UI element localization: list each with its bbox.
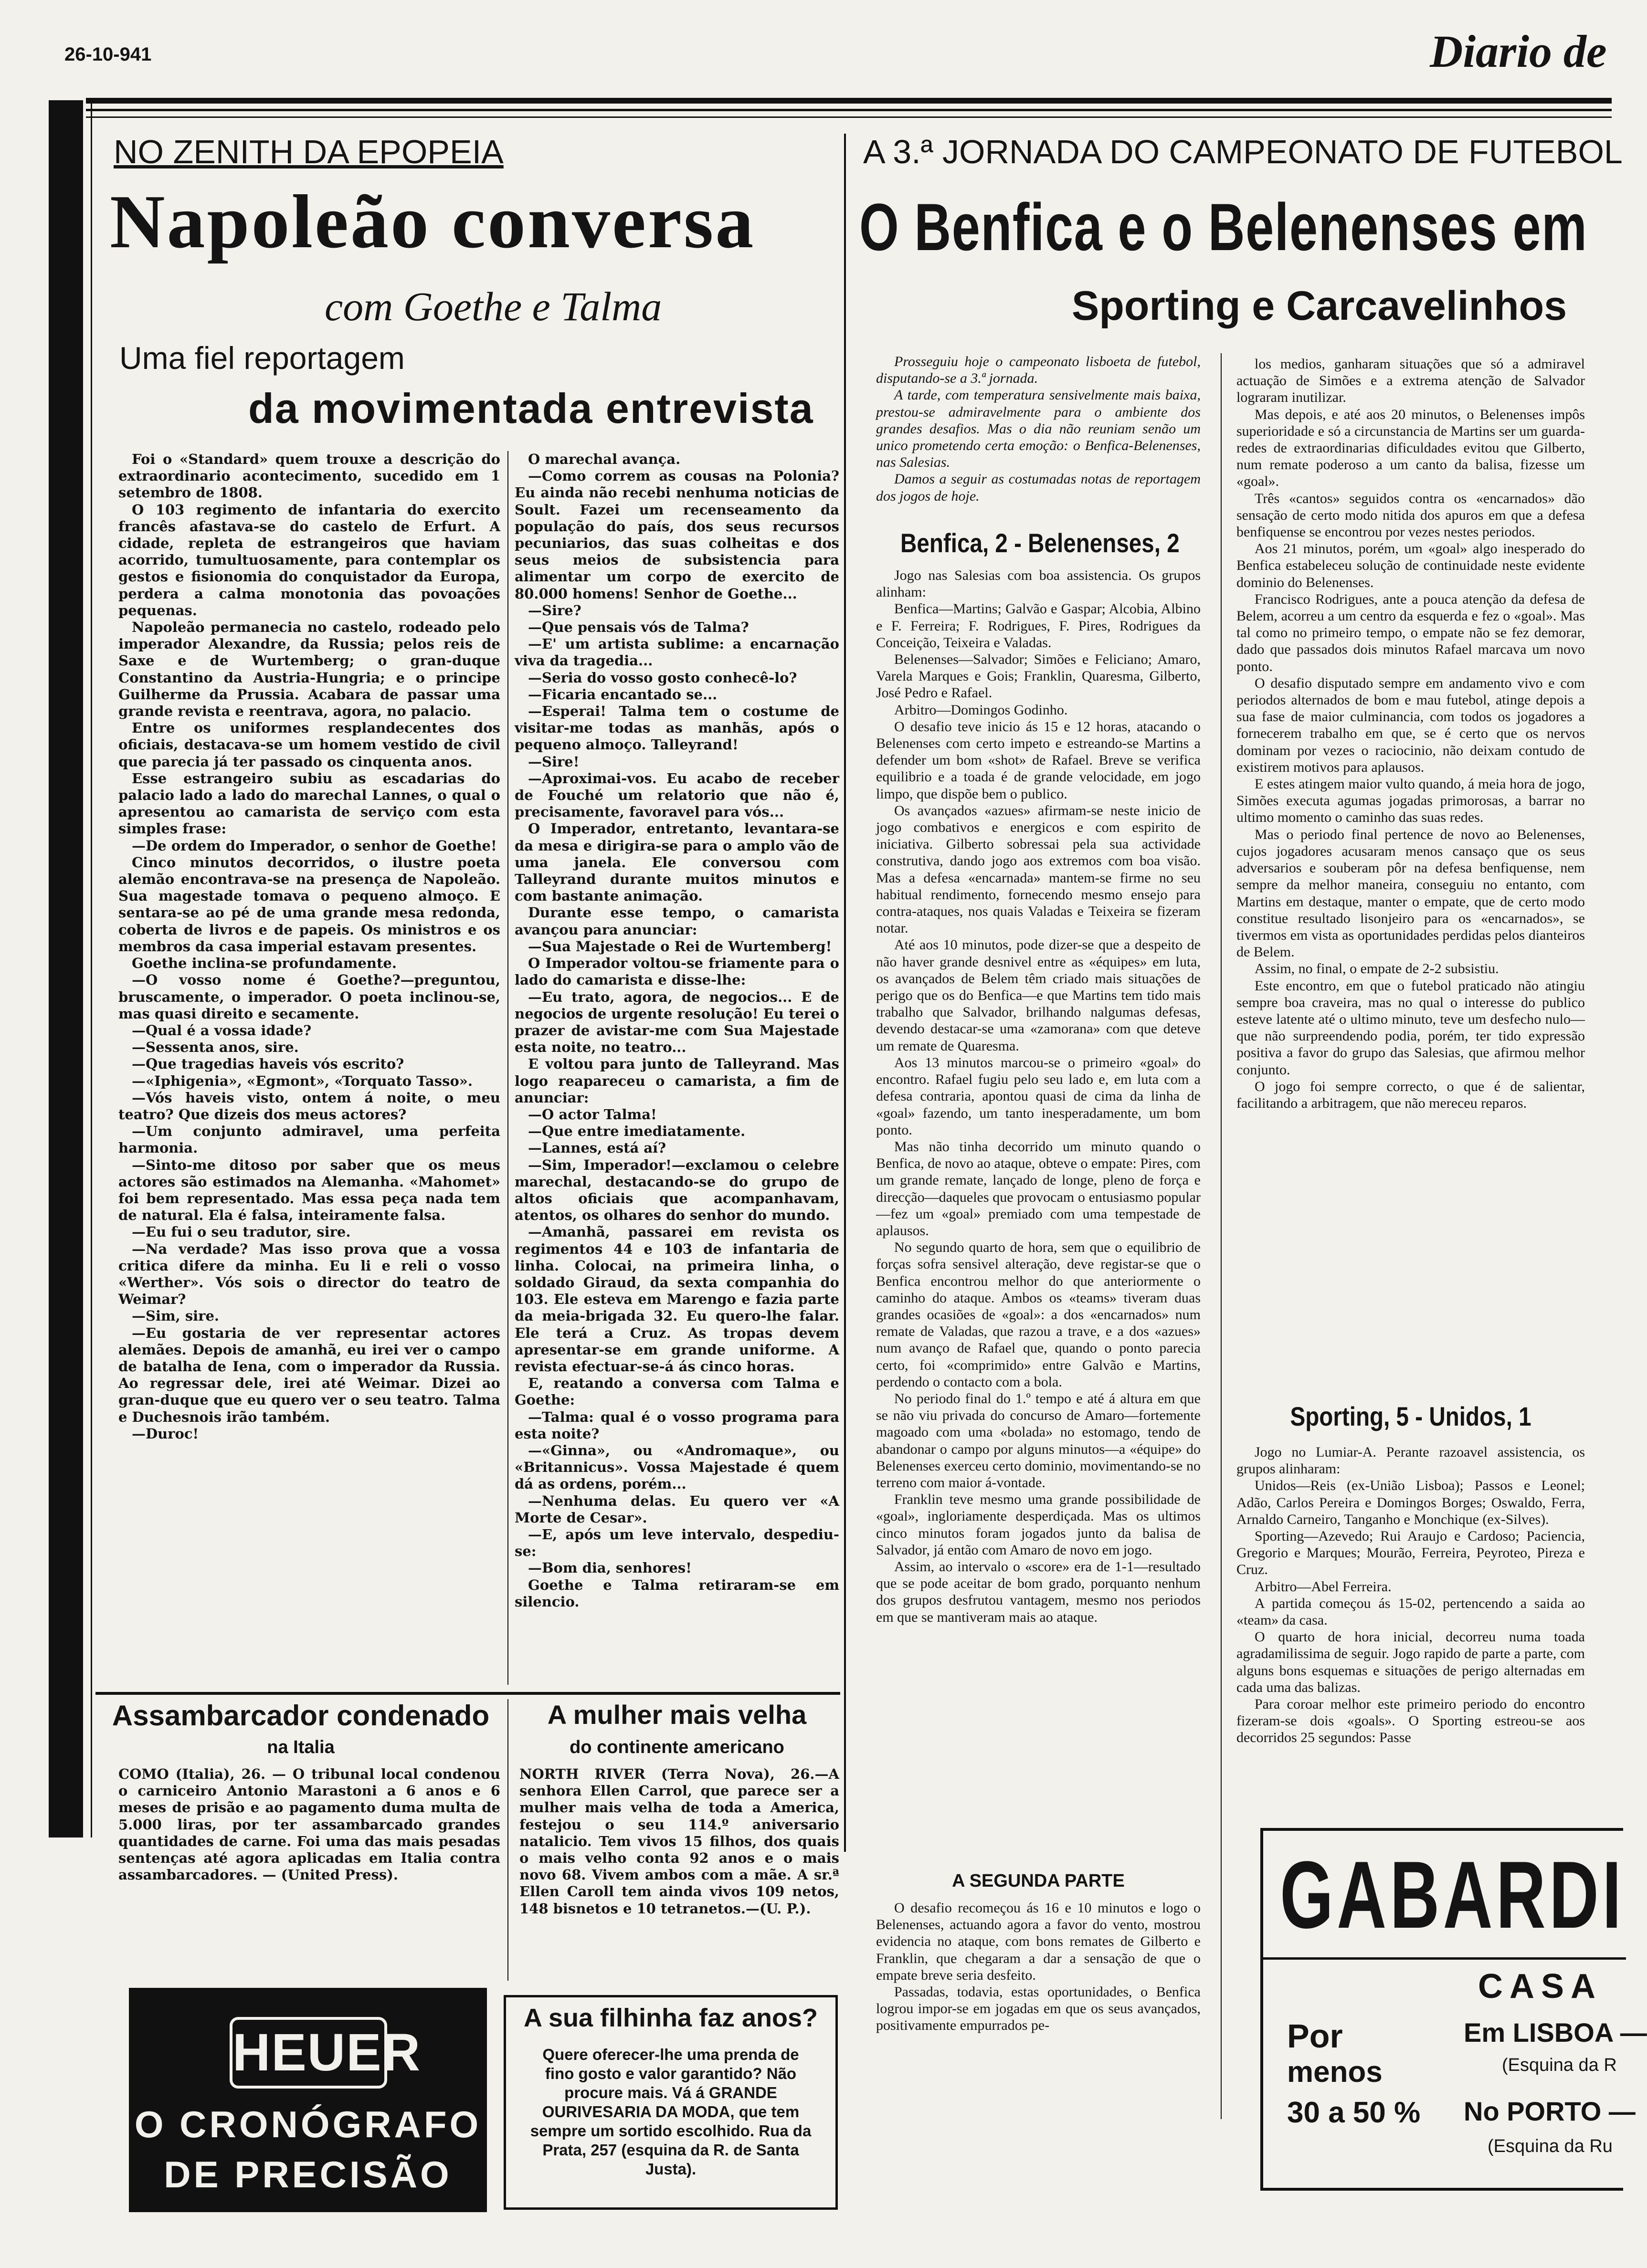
intro-paragraph: Prosseguiu hoje o campeonato lisboeta de futebol, disputando-se a 3.ª jornada. — [876, 354, 1201, 387]
paragraph: —O actor Talma! — [528, 1106, 657, 1123]
paragraph: —Sinto-me ditoso por saber que os meus actores são estimados na Alemanha. «Mahomet» foi bem representado. Mas essa peça nada tem de natural. Ela é falsa, inteiramente falsa. — [118, 1156, 500, 1224]
paragraph: Aos 13 minutos marcou-se o primeiro «goal» do encontro. Rafael fugiu pelo seu lado e, em luta com a defesa contraria, apontou quasi de cima da linha de «goal» fazendo, um tanto inesperadamente, um bom ponto. — [876, 1054, 1201, 1138]
napoleon-kicker: NO ZENITH DA EPOPEIA — [114, 133, 504, 170]
paragraph: Os avançados «azues» afirmam-se neste inicio de jogo combativos e energicos e com espirito de iniciativa. Gilberto sobressai pela sua actividade construtiva, dando jogo aos extremos com boa visão. Mas a defesa «encarnada» mantem-se firme no seu habitual rendimento, fornecendo mesmo ensejo para contra-ataques, nos quais Valadas e Teixeira se fizeram notar. — [876, 802, 1201, 936]
paragraph: O desafio teve inicio ás 15 e 12 horas, atacando o Belenenses com certo impeto e estreando-se Martins a defender um bom «shot» de Rafael. Breve se verifica equilibrio e a toada é de grande velocidade, em jogo limpo, que dispõe bem o publico. — [876, 718, 1201, 802]
heuer-line-1: O CRONÓGRAFO — [134, 2103, 482, 2145]
intro-paragraph: Damos a seguir as costumadas notas de reportagem dos jogos de hoje. — [876, 471, 1201, 504]
paragraph: Napoleão permanecia no castelo, rodeado pelo imperador Alexandre, da Russia; pelos reis de Saxe e de Wurtemberg; o gran-duque Constantino da Austria-Hungria; e o principe Guilherme da Prussia. Acabara de passar uma grande revista e reentrava, agora, no palacio. — [118, 619, 500, 720]
futebol-headline: O Benfica e o Belenenses em — [859, 189, 1588, 264]
paragraph: E, reatando a conversa com Talma e Goethe: — [515, 1375, 839, 1408]
paragraph: Belenenses—Salvador; Simões e Feliciano; Amaro, Varela Marques e Gois; Franklin, Quaresma, Gilberto, José Pedro e Rafael. — [876, 651, 1201, 701]
napoleon-column-2 — [515, 451, 839, 1685]
paragraph: —Duroc! — [132, 1425, 199, 1442]
napoleon-headline: Napoleão conversa — [110, 179, 756, 264]
paragraph: —Sim, sire. — [132, 1308, 220, 1324]
paragraph: O quarto de hora inicial, decorreu numa toada agradamilissima de seguir. Jogo rapido de parte a parte, com alguns bons esquemas e situações de perigo alternadas em cada uma das balizas. — [1236, 1629, 1585, 1695]
page-date: 26-10-941 — [64, 44, 152, 65]
futebol-subhead: Sporting e Carcavelinhos — [1072, 283, 1567, 329]
napoleon-subhead: com Goethe e Talma — [325, 284, 662, 329]
paragraph: O jogo foi sempre correcto, o que é de salientar, facilitando a arbitragem, que não mereceu reparos. — [1236, 1078, 1585, 1111]
top-rule-thin — [86, 109, 1612, 111]
mulher-text: NORTH RIVER (Terra Nova), 26.—A senhora Ellen Carrol, que parece ser a mulher mais velha de toda a America, festejou o seu 114.º aniversario natalicio. Tem vivos 15 filhos, dos quais o mais velho conta 92 anos e o mais novo 68. Vivem ambos com a mãe. A sr.ª Ellen Caroll tem ainda vivos 109 netos, 148 bisnetos e 10 tetranetos.—(U. P.). — [519, 1766, 839, 1917]
paragraph: Franklin teve mesmo uma grande possibilidade de «goal», ingloriamente desperdiçada. Mas os ultimos cinco minutos foram jogados junto da balisa de Salvador, já então com Amaro de novo em jogo. — [876, 1491, 1201, 1558]
futebol-kicker: A 3.ª JORNADA DO CAMPEONATO DE FUTEBOL — [863, 133, 1623, 170]
paragraph: Entre os uniformes resplandecentes dos oficiais, destacava-se um homem vestido de civil que parecia já ter passado os cinquenta anos. — [118, 720, 500, 770]
filhinha-text: Quere oferecer-lhe uma prenda de fino gosto e valor garantido? Não procure mais. Vá á GRANDE OURIVESARIA DA MODA, que tem sempre um sortido escolhido. Rua da Prata, 257 (esquina da R. de Santa Justa). — [530, 2046, 812, 2178]
paragraph: O desafio disputado sempre em andamento vivo e com periodos alternados de bom e mau futebol, atinge depois a sua fase de maior culminancia, com todos os jogadores a fornecerem trabalho em que, se é certo que os nervos dominam por vezes o raciocinio, não deixam contudo de existirem motivos para aplausos. — [1236, 675, 1585, 775]
paragraph: Arbitro—Domingos Godinho. — [894, 702, 1068, 718]
paragraph: O marechal avança. — [528, 451, 681, 467]
paragraph: —Como correm as cousas na Polonia? Eu ainda não recebi nenhuma noticias de Soult. Fazei um recenseamento da população do país, dos seus recursos pecuniarios, das suas colheitas e dos seus meios de subsistencia para alimentar um corpo de exercito de 80.000 homens! Senhor de Goethe... — [515, 468, 839, 602]
paragraph: Mas depois, e até aos 20 minutos, o Belenenses impôs superioridade e só a circunstancia de Martins ser um guarda-redes de extraordinarias dificuldades evitou que Gilberto, num remate poderoso a um canto da balisa, fizesse um «goal». — [1236, 406, 1585, 490]
paragraph: Para coroar melhor este primeiro periodo do encontro fizeram-se dois «goals». O Sporting estreou-se aos decorridos 25 segundos: Passe — [1236, 1696, 1585, 1746]
segunda-parte-text — [876, 1900, 1201, 2100]
mulher-headline: A mulher mais velha — [547, 1700, 807, 1730]
paragraph: Assim, ao intervalo o «score» era de 1-1—resultado que se pode aceitar de bom grado, porquanto nenhum dos grupos desfrutou vantagem, mesmo nos periodos em que se mantiveram mais ao ataque. — [876, 1558, 1201, 1625]
heuer-logo — [230, 2017, 422, 2089]
paragraph: Sporting—Azevedo; Rui Araujo e Cardoso; Paciencia, Gregorio e Marques; Mourão, Ferreira, Peyroteo, Pireza e Cruz. — [1236, 1528, 1585, 1578]
paragraph: Jogo nas Salesias com boa assistencia. Os grupos alinham: — [876, 567, 1201, 600]
paragraph: Aos 21 minutos, porém, um «goal» algo inesperado do Benfica estabeleceu solução de continuidade neste evidente dominio do Belenenses. — [1236, 541, 1585, 590]
match2-text — [1236, 1444, 1585, 1785]
paragraph: —Sessenta anos, sire. — [132, 1039, 299, 1056]
gabardine-por: Por — [1287, 2017, 1343, 2055]
paragraph: —E, após um leve intervalo, despediu-se: — [515, 1526, 839, 1560]
paragraph: Esse estrangeiro subiu as escadarias do palacio lado a lado do marechal Lannes, o qual o apresentou ao camarista de serviço com esta simples frase: — [118, 770, 500, 837]
paragraph: —Aproximai-vos. Eu acabo de receber de Fouché um relatorio que não é, precisamente, favoravel para vós... — [515, 770, 839, 820]
paragraph: Goethe inclina-se profundamente. — [132, 955, 397, 972]
paragraph: Goethe e Talma retiraram-se em silencio. — [515, 1576, 839, 1610]
gabardine-porto-address: (Esquina da Ru — [1488, 2136, 1613, 2156]
segunda-parte-title: A SEGUNDA PARTE — [952, 1871, 1125, 1891]
paragraph: —Um conjunto admiravel, uma perfeita harmonia. — [118, 1123, 500, 1156]
gabardine-lisboa-address: (Esquina da R — [1502, 2055, 1617, 2075]
futebol-intro — [876, 353, 1201, 504]
gabardine-rule — [1263, 1957, 1626, 1960]
paragraph: Francisco Rodrigues, ante a pouca atenção da defesa de Belem, acorreu a um centro da esquerda e fez o «goal». Mas tal como no primeiro tempo, o empate não se fez demorar, dado que passados dois minutos Rafael marcava um novo ponto. — [1236, 591, 1585, 674]
paragraph: —Lannes, está aí? — [528, 1140, 666, 1156]
section-divider — [844, 134, 846, 1852]
paragraph: E voltou para junto de Talleyrand. Mas logo reapareceu o camarista, a fim de anunciar: — [515, 1056, 839, 1106]
paragraph: —Sua Majestade o Rei de Wurtemberg! — [528, 938, 832, 955]
paragraph: —Que entre imediatamente. — [528, 1123, 746, 1140]
gabardine-casa: CASA — [1478, 1967, 1603, 2006]
paragraph: —Sire? — [528, 602, 581, 619]
napoleon-deck-1: Uma fiel reportagem — [119, 340, 405, 376]
assambarcador-sub: na Italia — [267, 1737, 335, 1757]
top-rule — [86, 98, 1612, 104]
gabardine-porto: No PORTO — — [1464, 2096, 1636, 2126]
paragraph: Passadas, todavia, estas oportunidades, o Benfica logrou impor-se em jogadas em que os seus avançados, positivamente empurrados pe- — [876, 1984, 1201, 2034]
paragraph: Cinco minutos decorridos, o ilustre poeta alemão encontrava-se na presença de Napoleão. Sua magestade tomava o pequeno almoço. E sentara-se ao pé de uma grande mesa redonda, coberta de livros e de papeis. Os ministros e os membros da casa imperial estavam presentes. — [118, 854, 500, 955]
paragraph: O Imperador, entretanto, levantara-se da mesa e dirigira-se para o amplo vão de uma janela. Ele conversou com Talleyrand durante muitos minutos e com bastante animação. — [515, 820, 839, 904]
paragraph: —Bom dia, senhores! — [528, 1560, 692, 1576]
paragraph: Três «cantos» seguidos contra os «encarnados» dão sensação de certo modo nitida dos apuros em que a defesa benfiquense se encontrou por vezes nestes periodos. — [1236, 490, 1585, 540]
napoleon-column-1 — [118, 451, 500, 1685]
paragraph: —Esperai! Talma tem o costume de visitar-me todas as manhãs, após o pequeno almoço. Talleyrand! — [515, 703, 839, 753]
left-inner-rule — [91, 100, 92, 1838]
paragraph: O Imperador voltou-se friamente para o lado do camarista e disse-lhe: — [515, 955, 839, 988]
paragraph: —Eu trato, agora, de negocios... E de negocios de urgente resolução! Eu terei o prazer de avistar-me com Sua Majestade esta noite, no teatro... — [515, 988, 839, 1056]
gabardine-ad — [1260, 1828, 1647, 2191]
paragraph: —Sire! — [528, 753, 580, 770]
match2-title: Sporting, 5 - Unidos, 1 — [1290, 1401, 1531, 1431]
paragraph: —Nenhuma delas. Eu quero ver «A Morte de Cesar». — [515, 1492, 839, 1526]
heuer-ad — [129, 1988, 487, 2212]
paragraph: —Eu gostaria de ver representar actores alemães. Depois de amanhã, eu irei ver o campo de batalha de Iena, com o imperador da Russia. Ao regressar dele, irei até Weimar. Dizei ao gran-duque que eu quero ver o seu teatro. Talma e Duchesnois irão também. — [118, 1324, 500, 1425]
paragraph: —Seria do vosso gosto conhecê-lo? — [528, 669, 797, 686]
paragraph: —Que tragedias haveis vós escrito? — [132, 1056, 404, 1072]
short-news-top-rule — [95, 1692, 840, 1695]
paragraph: Mas não tinha decorrido um minuto quando o Benfica, de novo ao ataque, obteve o empate: Pires, com um grande remate, lançado de longe, pleno de força e direcção—daqueles que provocam o entusiasmo popular—fez um «goal» premiado com uma tempestade de aplausos. — [876, 1138, 1201, 1239]
paragraph: Este encontro, em que o futebol praticado não atingiu sempre boa craveira, mas no qual o interesse do publico esteve latente até o ultimo minuto, teve um desfecho nulo—que não surpreendendo podia, porém, ter tido expressão positiva a favor do grupo das Salesias, que afirmou melhor conjunto. — [1236, 977, 1585, 1078]
paragraph: No periodo final do 1.º tempo e até á altura em que se não viu privada do concurso de Amaro—fortemente magoado com uma «bolada» no estomago, tendo de abandonar o campo por alguns minutos—a «équipe» do Belenenses exerceu certo dominio, movimentando-se no terreno com maior á-vontade. — [876, 1390, 1201, 1491]
gabardine-menos: menos — [1287, 2056, 1383, 2089]
match1-column-2 — [1236, 356, 1585, 1305]
napoleon-deck-2: da movimentada entrevista — [248, 385, 814, 432]
assambarcador-text: COMO (Italia), 26. — O tribunal local condenou o carniceiro Antonio Marastoni a 6 anos e 6 meses de prisão e ao pagamento duma multa de 5.000 liras, por ter assambarcado grandes quantidades de carne. Foi uma das mais pesadas sentenças até agora aplicadas em Italia contra assambarcadores. — (United Press). — [118, 1766, 500, 1883]
paragraph: No segundo quarto de hora, sem que o equilibrio de forças sofra sensivel alteração, deve registar-se que o Benfica encontrou melhor do que anteriormente o caminho do ataque. Ambos os «teams» tiveram duas grandes ocasiões de «goal»: a dos «encarnados» num remate de Valadas, que razou a trave, e a dos «azues» num avanço de Rafael que, quando o ponto parecia certo, foi «comprimido» entre Galvão e Martins, perdendo o contacto com a bola. — [876, 1239, 1201, 1390]
gabardine-lisboa: Em LISBOA — — [1464, 2017, 1647, 2048]
napoleon-column-divider — [507, 451, 508, 1685]
paragraph: Mas o periodo final pertence de novo ao Belenenses, cujos jogadores acusaram menos cansaço que os seus adversarios e souberam pôr na defesa benfiquense, nem sempre da melhor maneira, conseguiu no entanto, com Martins em destaque, manter o empate, que de certo modo constitue resultado lisonjeiro para os «encarnados», se tivermos em vista as oportunidades perdidas pelos dianteiros de Belem. — [1236, 826, 1585, 960]
filhinha-title: A sua filhinha faz anos? — [523, 2004, 818, 2032]
paragraph: —Sim, Imperador!—exclamou o celebre marechal, destacando-se do grupo de altos oficiais que acompanhavam, atentos, os olhares do senhor do mundo. — [515, 1156, 839, 1224]
paragraph: E estes atingem maior vulto quando, á meia hora de jogo, Simões executa agumas jogadas primorosas, a barrar no ultimo momento o caminho das suas redes. — [1236, 776, 1585, 826]
left-margin-bar — [49, 100, 83, 1838]
paragraph: Até aos 10 minutos, pode dizer-se que a despeito de não haver grande desnivel entre as «équipes» em luta, os avançados de Belem têm criado mais situações de perigo que os do Benfica—e que Martins tem tido mais trabalho que Salvador, brilhando nalgumas defesas, devendo destacar-se uma «zamorana» com que deteve um remate de Quaresma. — [876, 937, 1201, 1054]
masthead-title: Diario de — [1430, 26, 1607, 77]
paragraph: O 103 regimento de infantaria do exercito francês afastava-se do castelo de Erfurt. A cidade, repleta de estrangeiros que haviam acorrido, tumultuosamente, para contemplar os gestos e fisionomia do conquistador da Europa, perdera a calma monotonia das povoações pequenas. — [118, 501, 500, 619]
mulher-sub: do continente americano — [570, 1737, 784, 1757]
match1-column-1 — [876, 567, 1201, 1817]
filhinha-ad — [504, 1995, 838, 2210]
gabardine-price: 30 a 50 % — [1287, 2096, 1421, 2129]
paragraph: —«Iphigenia», «Egmont», «Torquato Tasso». — [132, 1072, 473, 1089]
paragraph: Unidos—Reis (ex-União Lisboa); Passos e Leonel; Adão, Carlos Pereira e Domingos Borges; Oswaldo, Ferra, Arnaldo Carneiro, Tanganho e Monchique (ex-Silves). — [1236, 1478, 1585, 1527]
match1-title: Benfica, 2 - Belenenses, 2 — [900, 528, 1180, 558]
paragraph: Arbitro—Abel Ferreira. — [1255, 1578, 1392, 1595]
top-rule-thin-2 — [86, 116, 1612, 118]
paragraph: Jogo no Lumiar-A. Perante razoavel assistencia, os grupos alinharam: — [1236, 1444, 1585, 1477]
paragraph: A partida começou ás 15-02, pertencendo a saida ao «team» da casa. — [1236, 1595, 1585, 1628]
paragraph: Durante esse tempo, o camarista avançou para anunciar: — [515, 904, 839, 938]
paragraph: —O vosso nome é Goethe?—preguntou, bruscamente, o imperador. O poeta inclinou-se, mas quasi direito e secamente. — [118, 972, 500, 1022]
football-column-divider — [1221, 353, 1222, 2119]
paragraph: —E' um artista sublime: a encarnação viva da tragedia... — [515, 636, 839, 669]
paragraph: —Eu fui o seu tradutor, sire. — [132, 1224, 351, 1240]
paragraph: —Na verdade? Mas isso prova que a vossa critica difere da minha. Eu li e reli o vosso «Werther». Vós sois o director do teatro de Weimar? — [118, 1240, 500, 1308]
paragraph: —Amanhã, passarei em revista os regimentos 44 e 103 de infantaria de linha. Colocai, na primeira linha, o soldado Giraud, da sexta companhia do 103. Ele esteva em Marengo e fazia parte da meia-brigada 32. Eu quero-lhe falar. Ele terá a Cruz. As tropas devem apresentar-se em grande uniforme. A revista efectuar-se-á ás cinco horas. — [515, 1224, 839, 1375]
paragraph: —Talma: qual é o vosso programa para esta noite? — [515, 1408, 839, 1442]
paragraph: —Ficaria encantado se... — [528, 686, 718, 703]
paragraph: O desafio recomeçou ás 16 e 10 minutos e logo o Belenenses, actuando agora a favor do vento, mostrou evidencia no ataque, com bons remates de Gilberto e Franklin, que chegaram a dar a sensação de que o empate breve seria desfeito. — [876, 1900, 1201, 1983]
short-news-divider — [507, 1699, 508, 1981]
paragraph: —Vós haveis visto, ontem á noite, o meu teatro? Que dizeis dos meus actores? — [118, 1089, 500, 1123]
gabardine-brand: GABARDI — [1280, 1842, 1625, 1948]
assambarcador-headline: Assambarcador condenado — [112, 1700, 490, 1732]
intro-paragraph: A tarde, com temperatura sensivelmente mais baixa, prestou-se admiravelmente para o ambiente dos grandes desafios. Mas o dia não reuniam senão um unico prometendo certa emoção: o Benfica-Belenenses, nas Salesias. — [876, 387, 1201, 471]
paragraph: Assim, no final, o empate de 2-2 subsistiu. — [1255, 961, 1499, 977]
paragraph: —«Ginna», ou «Andromaque», ou «Britannicus». Vossa Majestade é quem dá as ordens, porém... — [515, 1442, 839, 1492]
heuer-line-2: DE PRECISÃO — [164, 2153, 452, 2195]
paragraph: —De ordem do Imperador, o senhor de Goethe! — [132, 837, 497, 854]
paragraph: Foi o «Standard» quem trouxe a descrição do extraordinario acontecimento, sucedido em 1 setembro de 1808. — [118, 451, 500, 501]
heuer-brand: HEUER — [232, 2023, 422, 2082]
paragraph: —Qual é a vossa idade? — [132, 1022, 312, 1039]
paragraph: —Que pensais vós de Talma? — [528, 619, 749, 636]
paragraph: los medios, ganharam situações que só a admiravel actuação de Simões e a extrema atenção de Salvador lograram inutilizar. — [1236, 356, 1585, 406]
paragraph: Benfica—Martins; Galvão e Gaspar; Alcobia, Albino e F. Ferreira; F. Rodrigues, F. Pires, Rodrigues da Conceição, Teixeira e Valadas. — [876, 601, 1201, 651]
